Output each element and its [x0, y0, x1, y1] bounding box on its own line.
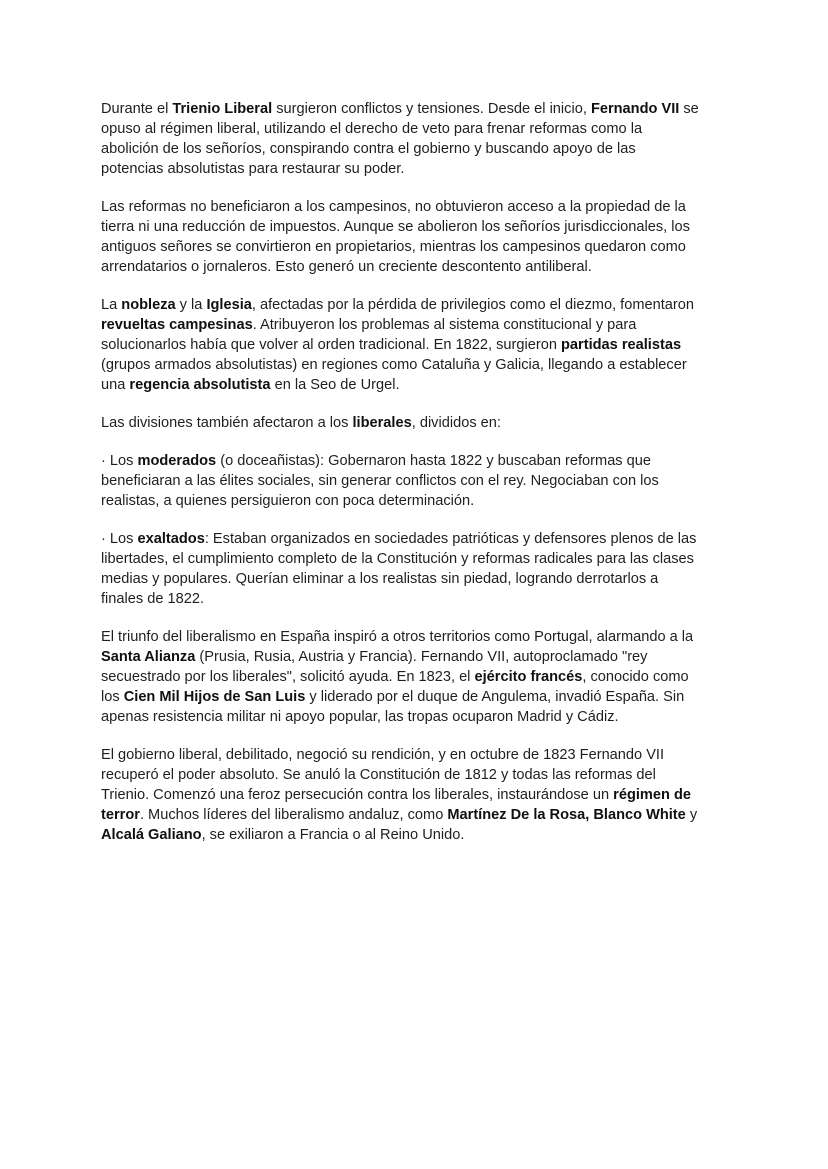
text-run: tierra ni una reducción de impuestos. Aunque se abolieron los señoríos jurisdiccionales, los — [101, 219, 690, 235]
text-line — [101, 707, 741, 727]
text-run: · Los — [101, 531, 138, 547]
text-run: realistas, a quienes persiguieron con poca determinación. — [101, 493, 475, 509]
text-run: : Estaban organizados en sociedades patrióticas y defensores plenos de las — [204, 531, 697, 547]
text-run: , divididos en: — [411, 415, 501, 431]
text-run: . Muchos líderes del liberalismo andaluz, como — [139, 807, 448, 823]
text-line — [101, 159, 741, 179]
text-run: y — [685, 807, 698, 823]
text-line — [101, 471, 741, 491]
text-line — [101, 335, 741, 355]
text-run: se — [679, 101, 699, 117]
text-run: solucionarlos había que volver al orden tradicional. En 1822, surgieron — [101, 337, 561, 353]
text-line — [101, 237, 741, 257]
text-run: finales de 1822. — [101, 591, 205, 607]
text-run: abolición de los señoríos, conspirando contra el gobierno y buscando apoyo de las — [101, 141, 636, 157]
text-run: . Atribuyeron los problemas al sistema constitucional y para — [252, 317, 637, 333]
text-line — [101, 119, 741, 139]
bold-text: partidas realistas — [561, 337, 682, 353]
paragraph — [101, 413, 741, 433]
bold-text: Martínez De la Rosa, Blanco White — [447, 807, 686, 823]
text-line — [101, 315, 741, 335]
bold-text: exaltados — [137, 531, 205, 547]
text-run: La — [101, 297, 122, 313]
text-run: El triunfo del liberalismo en España inspiró a otros territorios como Portugal, alarmando a la — [101, 629, 694, 645]
bold-text: regencia absolutista — [129, 377, 271, 393]
text-run: Las reformas no beneficiaron a los campesinos, no obtuvieron acceso a la propiedad de la — [101, 199, 686, 215]
text-line — [101, 785, 741, 805]
text-line — [101, 745, 741, 765]
bold-text: liberales — [352, 415, 412, 431]
text-line — [101, 647, 741, 667]
text-run: los — [101, 689, 124, 705]
text-line — [101, 687, 741, 707]
text-line — [101, 413, 741, 433]
text-run: apenas resistencia militar ni apoyo popular, las tropas ocuparon Madrid y Cádiz. — [101, 709, 619, 725]
text-line — [101, 549, 741, 569]
text-run: beneficiaran a las élites sociales, sin generar conflictos con el rey. Negociaban con los — [101, 473, 659, 489]
text-run: recuperó el poder absoluto. Se anuló la Constitución de 1812 y todas las reformas del — [101, 767, 656, 783]
text-line — [101, 765, 741, 785]
bold-text: moderados — [137, 453, 217, 469]
text-run: en la Seo de Urgel. — [270, 377, 400, 393]
text-run: libertades, el cumplimiento completo de la Constitución y reformas radicales para las clases — [101, 551, 694, 567]
text-run: Las divisiones también afectaron a los — [101, 415, 353, 431]
text-run: El gobierno liberal, debilitado, negoció su rendición, y en octubre de 1823 Fernando VII — [101, 747, 665, 763]
paragraph — [101, 451, 741, 511]
text-run: opuso al régimen liberal, utilizando el derecho de veto para frenar reformas como la — [101, 121, 643, 137]
document-page — [101, 99, 741, 863]
bold-text: Fernando VII — [590, 101, 680, 117]
text-line — [101, 569, 741, 589]
bold-text: Santa Alianza — [101, 649, 196, 665]
bold-text: Iglesia — [206, 297, 252, 313]
text-run: una — [101, 377, 130, 393]
text-run: Trienio. Comenzó una feroz persecución contra los liberales, instaurándose un — [101, 787, 614, 803]
bold-text: Cien Mil Hijos de San Luis — [123, 689, 306, 705]
text-run: Durante el — [101, 101, 173, 117]
text-line — [101, 491, 741, 511]
text-run: y la — [175, 297, 207, 313]
text-line — [101, 529, 741, 549]
text-run: y liderado por el duque de Angulema, invadió España. Sin — [305, 689, 685, 705]
text-line — [101, 295, 741, 315]
text-line — [101, 217, 741, 237]
bold-text: régimen de — [613, 787, 692, 803]
text-line — [101, 139, 741, 159]
text-line — [101, 375, 741, 395]
text-run: (Prusia, Rusia, Austria y Francia). Fernando VII, autoproclamado "rey — [195, 649, 648, 665]
text-run: (o doceañistas): Gobernaron hasta 1822 y buscaban reformas que — [216, 453, 652, 469]
text-run: antiguos señores se convirtieron en propietarios, mientras los campesinos quedaron como — [101, 239, 686, 255]
text-line — [101, 355, 741, 375]
bold-text: terror — [101, 807, 140, 823]
text-line — [101, 257, 741, 277]
text-run: · Los — [101, 453, 138, 469]
bold-text: Trienio Liberal — [172, 101, 273, 117]
paragraph — [101, 295, 741, 395]
text-line — [101, 451, 741, 471]
bold-text: ejército francés — [474, 669, 583, 685]
text-line — [101, 825, 741, 845]
text-line — [101, 589, 741, 609]
paragraph — [101, 627, 741, 727]
paragraph — [101, 99, 741, 179]
bold-text: Alcalá Galiano — [101, 827, 202, 843]
paragraph — [101, 197, 741, 277]
text-run: potencias absolutistas para restaurar su poder. — [101, 161, 405, 177]
text-line — [101, 805, 741, 825]
bold-text: nobleza — [121, 297, 176, 313]
text-run: secuestrado por los liberales", solicitó ayuda. En 1823, el — [101, 669, 475, 685]
text-run: surgieron conflictos y tensiones. Desde el inicio, — [272, 101, 591, 117]
text-line — [101, 667, 741, 687]
paragraph — [101, 529, 741, 609]
text-run: , se exiliaron a Francia o al Reino Unido. — [201, 827, 465, 843]
text-run: arrendatarios o jornaleros. Esto generó un creciente descontento antiliberal. — [101, 259, 592, 275]
bold-text: revueltas campesinas — [101, 317, 253, 333]
text-line — [101, 627, 741, 647]
text-run: , conocido como — [582, 669, 689, 685]
text-line — [101, 197, 741, 217]
paragraph — [101, 745, 741, 845]
text-line — [101, 99, 741, 119]
text-run: (grupos armados absolutistas) en regiones como Cataluña y Galicia, llegando a establecer — [101, 357, 687, 373]
text-run: , afectadas por la pérdida de privilegios como el diezmo, fomentaron — [251, 297, 694, 313]
text-run: medias y populares. Querían eliminar a los realistas sin piedad, logrando derrotarlos a — [101, 571, 659, 587]
